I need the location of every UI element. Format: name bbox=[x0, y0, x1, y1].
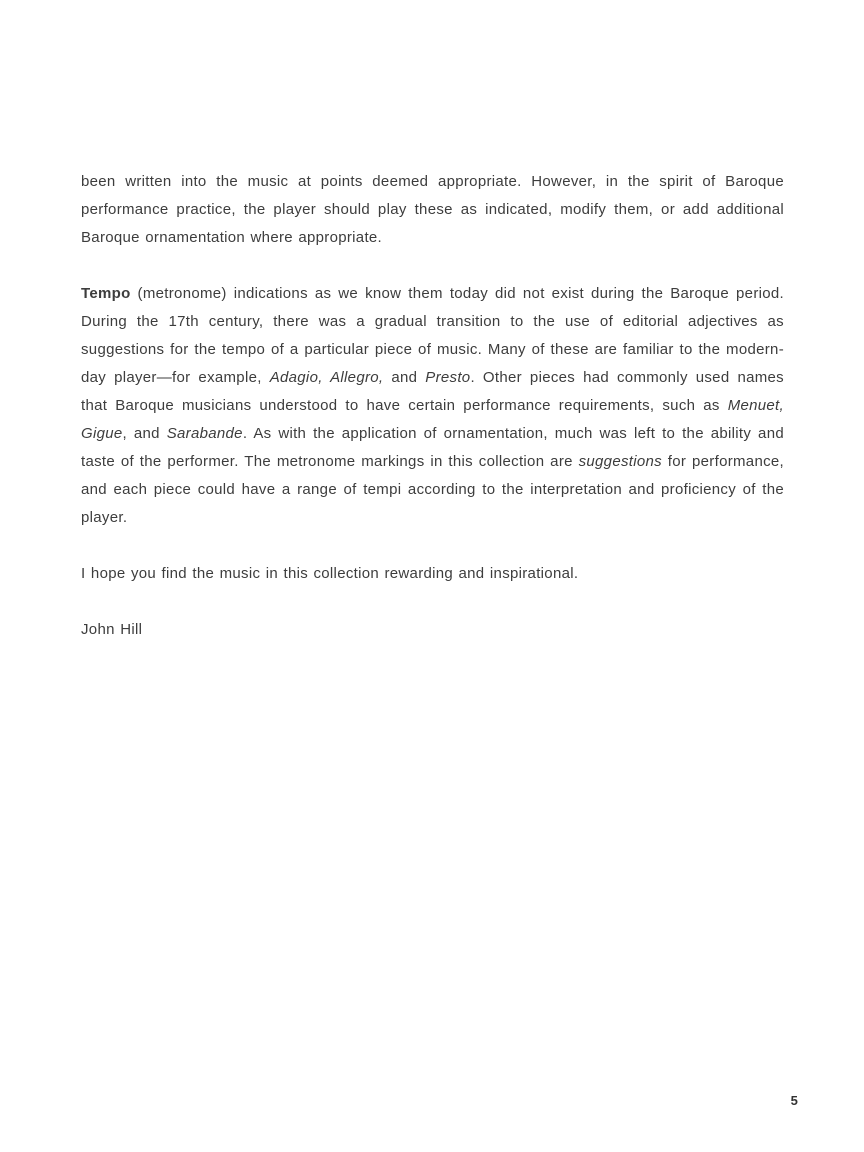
italic-term-sarabande: Sarabande bbox=[166, 425, 243, 442]
text-segment: (metronome) indications as we know them today did not exist during the Baroque period. During the 17th century, there was a gradual transition to the use of editorial adjectives as suggestions for the tempo of a particular piece of music. Many of these are familiar to the modern-day player—for example, bbox=[81, 285, 784, 386]
page-content bbox=[81, 168, 784, 672]
text-segment: and bbox=[383, 369, 426, 386]
page-number: 5 bbox=[790, 1093, 798, 1108]
text-segment: . As with the application of ornamentation, much was left to the ability and taste of the performer. The metronome markings in this collection are bbox=[81, 425, 784, 470]
author-signature: John Hill bbox=[81, 621, 143, 638]
italic-term-menuet-gigue: Menuet, Gigue bbox=[81, 397, 784, 442]
paragraph-ornamentation: been written into the music at points deemed appropriate. However, in the spirit of Baroque performance practice, the player should play these as indicated, modify them, or add additional Baroque ornamentation where appropriate. bbox=[81, 173, 784, 246]
text-segment: , and bbox=[122, 425, 167, 442]
text-segment: . Other pieces had commonly used names that Baroque musicians understood to have certain performance requirements, such as bbox=[81, 369, 784, 414]
italic-term-presto: Presto bbox=[425, 369, 471, 386]
tempo-bold-term: Tempo bbox=[81, 285, 131, 302]
italic-term-suggestions: suggestions bbox=[578, 453, 662, 470]
italic-term-adagio-allegro: Adagio, Allegro, bbox=[269, 369, 384, 386]
paragraph-tempo bbox=[81, 280, 784, 532]
text-segment: for performance, and each piece could have a range of tempi according to the interpretation and proficiency of the player. bbox=[81, 453, 784, 526]
paragraph-closing: I hope you find the music in this collection rewarding and inspirational. bbox=[81, 565, 579, 582]
